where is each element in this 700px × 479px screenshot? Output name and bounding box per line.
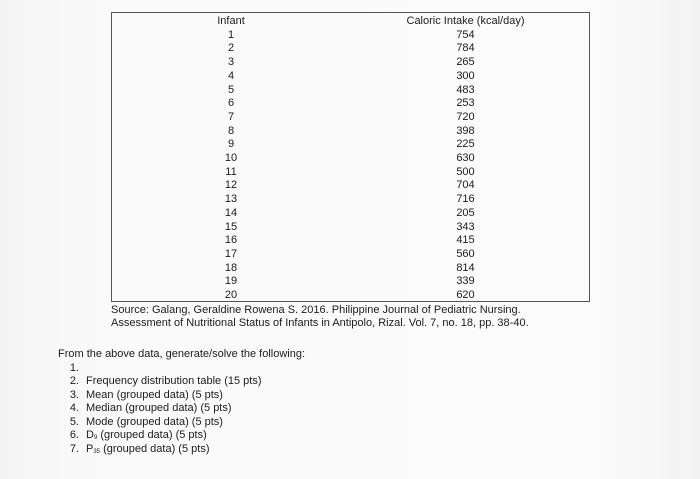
task-item (58, 402, 305, 416)
caloric-intake-value: 415 (456, 234, 475, 247)
task-text: Frequency distribution table (15 pts) (86, 375, 262, 387)
caloric-intake-value: 716 (456, 193, 475, 206)
task-item (58, 416, 305, 430)
task-number: 5. (69, 415, 79, 428)
infant-number: 1 (227, 28, 235, 41)
source-line-1: Source: Galang, Geraldine Rowena S. 2016. Philippine Journal of Pediatric Nursing. (111, 304, 521, 316)
task-number: 1. (69, 361, 79, 374)
infant-number: 4 (227, 69, 235, 82)
instructions-lead: From the above data, generate/solve the following: (58, 348, 306, 360)
infant-number: 14 (224, 206, 238, 219)
caloric-intake-value: 704 (456, 179, 475, 192)
caloric-intake-header: Caloric Intake (kcal/day) (406, 15, 525, 27)
caloric-intake-value: 483 (456, 83, 475, 96)
infant-number: 8 (227, 124, 235, 137)
infant-number: 10 (224, 152, 238, 165)
caloric-intake-column (350, 15, 581, 303)
caloric-intake-value: 300 (456, 69, 475, 82)
task-item (58, 429, 305, 443)
task-symbol-subscript: 35 (93, 448, 101, 455)
caloric-intake-value: 754 (456, 28, 475, 41)
caloric-intake-value: 253 (456, 97, 475, 110)
instructions (58, 348, 305, 456)
infant-number: 15 (224, 220, 238, 233)
infant-number: 2 (227, 42, 235, 55)
task-list (58, 362, 305, 457)
caloric-intake-value: 620 (456, 289, 475, 302)
caloric-intake-value: 343 (456, 220, 475, 233)
task-item (58, 443, 305, 457)
task-text: (grouped data) (5 pts) (100, 442, 210, 455)
caloric-intake-value: 500 (456, 165, 475, 178)
task-symbol-subscript: 9 (93, 435, 98, 441)
task-number: 2. (69, 375, 79, 387)
source-line-2: Assessment of Nutritional Status of Infants in Antipolo, Rizal. Vol. 7, no. 18, pp. 38-40. (111, 317, 529, 329)
infant-number: 17 (224, 247, 238, 260)
task-text: (grouped data) (5 pts) (97, 429, 207, 441)
infant-number: 13 (224, 193, 238, 206)
task-item (58, 375, 305, 389)
task-text: Median (grouped data) (5 pts) (86, 402, 232, 414)
infant-number: 12 (224, 179, 238, 192)
infant-number: 11 (225, 165, 237, 178)
caloric-intake-value: 398 (456, 124, 475, 137)
caloric-intake-value: 630 (456, 152, 475, 165)
caloric-intake-value: 814 (456, 261, 475, 274)
infant-number: 5 (227, 83, 235, 96)
infant-number: 18 (224, 261, 238, 274)
caloric-intake-value: 225 (456, 138, 475, 151)
task-number: 4. (69, 402, 79, 414)
infant-number: 3 (227, 56, 235, 69)
caloric-intake-value: 205 (456, 206, 475, 219)
infant-number: 20 (224, 289, 238, 302)
infant-number: 19 (224, 275, 238, 288)
caloric-intake-value: 265 (456, 56, 475, 69)
infant-number: 9 (227, 138, 235, 151)
infant-number: 6 (227, 97, 235, 110)
infant-column (112, 15, 350, 303)
task-item (58, 362, 305, 376)
task-number: 3. (69, 388, 79, 401)
task-symbol: P (86, 442, 94, 455)
task-number: 6. (69, 429, 79, 441)
infant-number: 7 (227, 110, 235, 123)
caloric-intake-value: 784 (456, 42, 475, 55)
task-text: Mode (grouped data) (5 pts) (86, 415, 223, 428)
task-symbol: D (86, 429, 94, 441)
infant-number: 16 (224, 234, 238, 247)
infant-header: Infant (217, 15, 245, 27)
caloric-intake-table (111, 12, 590, 302)
caloric-intake-value: 339 (456, 275, 475, 288)
source-citation (111, 304, 591, 330)
task-item (58, 389, 305, 403)
caloric-intake-value: 560 (456, 247, 475, 260)
caloric-intake-value: 720 (456, 110, 475, 123)
task-number: 7. (69, 442, 79, 455)
task-text: Mean (grouped data) (5 pts) (86, 388, 223, 401)
